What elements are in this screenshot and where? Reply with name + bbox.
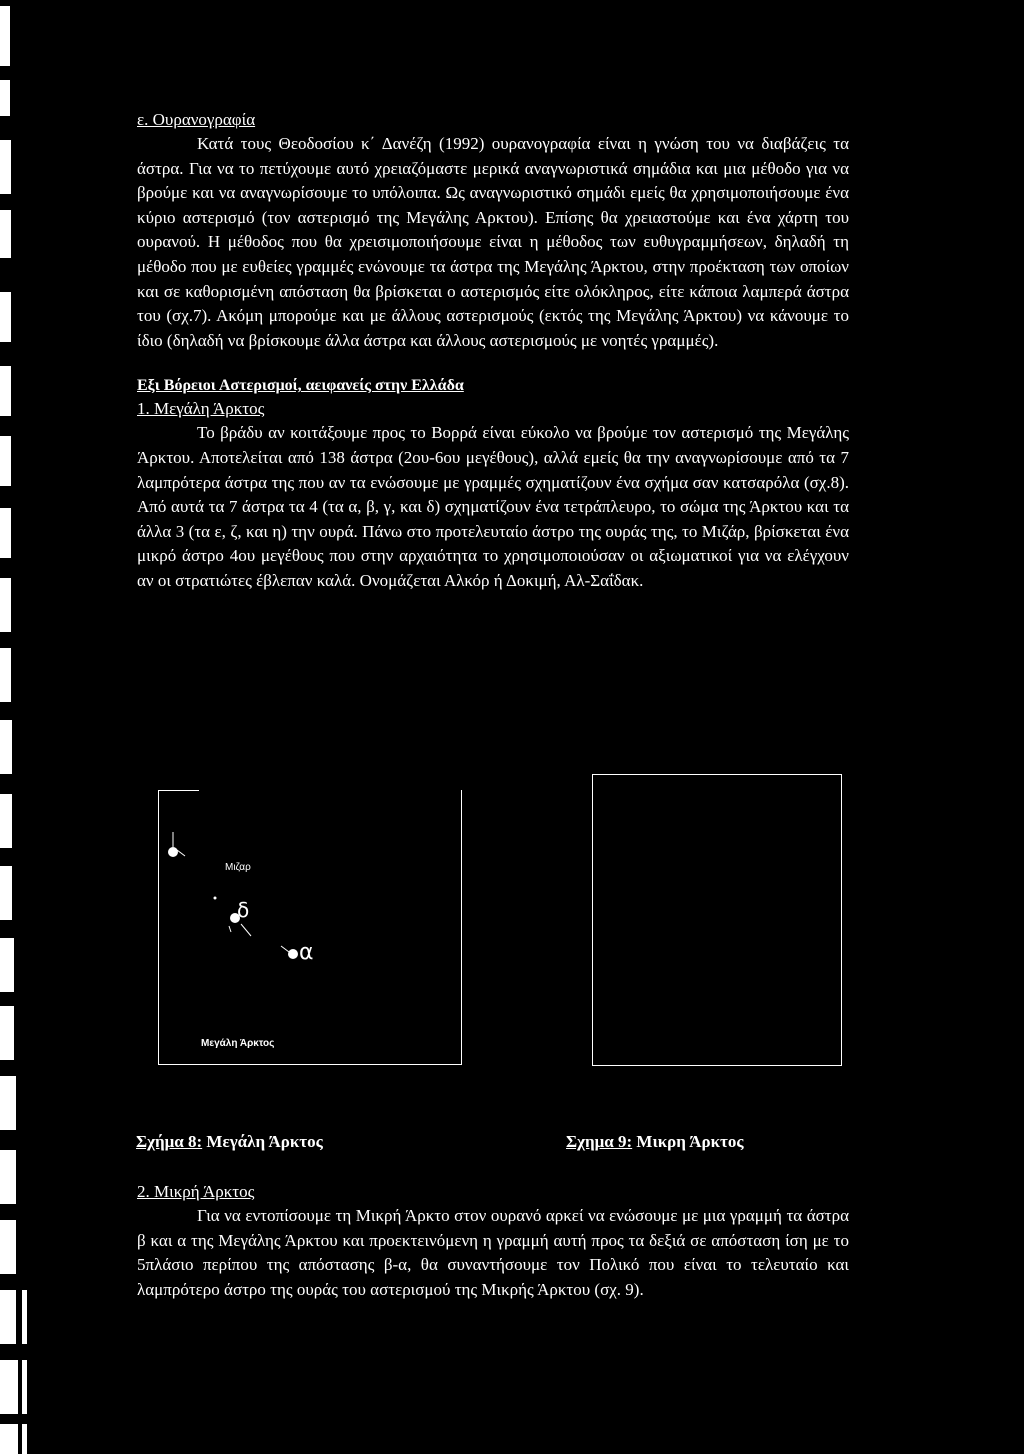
figure-8-caption-text: Μεγάλη Άρκτος [202,1132,323,1151]
figure-8-caption-prefix: Σχήμα 8: [136,1132,203,1151]
film-strip-margin [0,0,70,1454]
figure-9-caption [566,1132,744,1152]
item1-text: Το βράδυ αν κοιτάξουμε προς το Βορρά είναι εύκολο να βρούμε τον αστερισμό της Μεγάλης Άρκτου. Αποτελείται από 138 άστρα (2ου-6ου μεγέθους), αλλά εμείς θα την αναγνωρίσουμε από τα 7 λαμπρότερα άστρα της που αν τα ενώσουμε με γραμμές σχηματίζουν ένα σχήμα σαν κατσαρόλα (σχ.8). Από αυτά τα 7 άστρα τα 4 (τα α, β, γ, και δ) σχηματίζουν ένα τετράπλευρο, το σώμα της Άρκτου και τα άλλα 3 (τα ε, ζ, και η) την ουρά. Πάνω στο προτελευταίο άστρο της ουράς της, το Μιζάρ, βρίσκεται ένα μικρό άστρο 4ου μεγέθους που στην αρχαιότητα το χρησιμοποιούσαν οι αξιωματικοί για να ελέγχουν αν οι στρατιώτες έβλεπαν καλά. Ονομάζεται Αλκόρ ή Δοκιμή, Αλ-Σαΐδακ. [137,423,849,590]
page-text [137,108,849,594]
label-delta: δ [237,898,250,922]
item1-title: 1. Μεγάλη Άρκτος [137,399,265,419]
figure-9-caption-text: Μικρη Άρκτος [632,1132,744,1151]
label-mizar: Μιζαρ [225,862,251,873]
label-figure-name: Μεγάλη Άρκτος [201,1038,275,1049]
section-paragraph: Κατά τους Θεοδοσίου κ΄ Δανέζη (1992) ουρανογραφία είναι η γνώση του να διαβάζεις τα άστρα. Για να το πετύχουμε αυτό χρειαζόμαστε μερικά αναγνωριστικά σημάδια και μια μέθοδο για να βρούμε και να αναγνωρίσουμε το υπόλοιπα. Ως αναγνωριστικό σημάδι εμείς θα χρησιμοποιήσουμε ένα κύριο αστερισμό (τον αστερισμό της Μεγάλης Αρκτου). Επίσης θα χρειαστούμε και ένα χάρτη του ουρανού. Η μέθοδος που θα χρεισιμοποιήσουμε είναι η μέθοδος των ευθυγραμμήσεων, δηλαδή τη μέθοδο που με ευθείες γραμμές ενώνουμε τα άστρα της Μεγάλης Άρκτου, στην προέκταση των οποίων και σε καθορισμένη απόσταση θα βρίσκεται ο αστερισμός είτε ολόκληρος, είτε κάποια λαμπερά άστρα του (σχ.7). Ακόμη μπορούμε και με άλλους αστερισμούς (εκτός της Μεγάλης Άρκτου) να κάνουμε το ίδιο (δηλαδή να βρίσκουμε άλλα άστρα και άλλους αστερισμούς με νοητές γραμμές). [137,134,849,350]
figure-9-caption-prefix: Σχημα 9: [566,1132,633,1151]
figure-8-frame [158,790,462,1065]
page-text-bottom [137,1180,849,1302]
item2-title: 2. Μικρή Άρκτος [137,1182,255,1201]
star-eta-icon [168,832,185,857]
figure-9-frame [592,774,842,1066]
label-alpha: α [299,940,314,965]
subsection-heading: Εξι Βόρειοι Αστερισμοί, αειφανείς στην Ελλάδα [137,377,464,395]
star-alpha-icon [281,946,298,959]
figure-8-starmap [159,790,461,1064]
section-heading: ε. Ουρανογραφία [137,110,256,129]
item2-text: Για να εντοπίσουμε τη Μικρή Άρκτο στον ουρανό αρκεί να ενώσουμε με μια γραμμή τα άστρα β και α της Μεγάλης Άρκτου και προεκτεινόμενη η γραμμή αυτή προς τα δεξιά σε απόσταση ίση με το 5πλάσιο περίπου της απόστασης β-α, θα συναντήσουμε τον Πολικό που είναι το τελευταίο και λαμπρότερο άστρο της ουράς του αστερισμού της Μικρής Άρκτου (σχ. 9). [137,1206,849,1299]
star-small-icon [214,897,217,900]
figure-8-caption [136,1132,323,1152]
